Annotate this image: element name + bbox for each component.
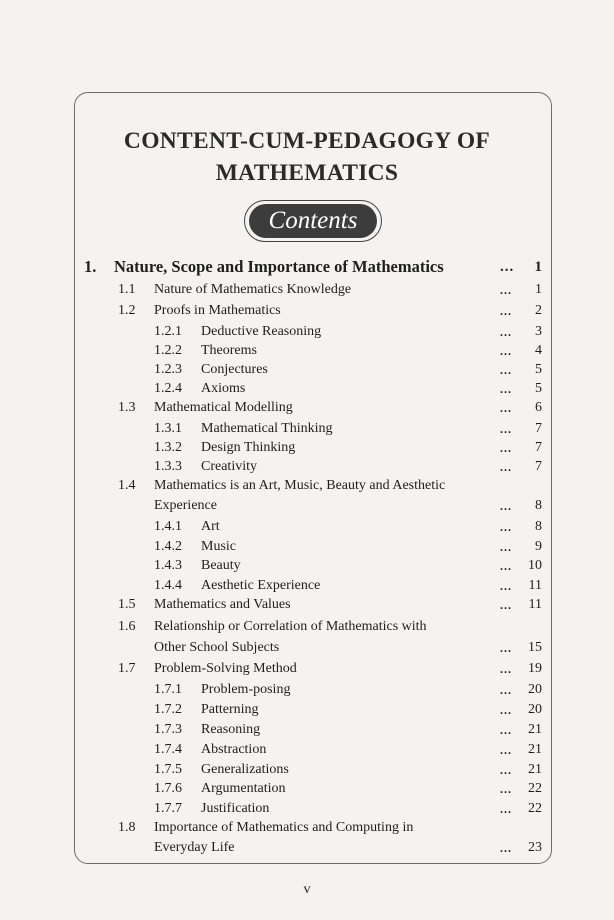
section-number: 1.7 [118, 661, 136, 676]
toc-entry[interactable] [0, 476, 614, 496]
toc-entry[interactable] [0, 576, 614, 596]
toc-entry[interactable] [0, 398, 614, 418]
toc-entry[interactable] [0, 556, 614, 576]
subsection-number: 1.7.7 [154, 801, 182, 816]
page-number: 1 [535, 282, 542, 297]
page-number: 19 [528, 661, 542, 676]
leader-dots: ... [500, 683, 512, 697]
leader-dots: ... [500, 841, 512, 855]
toc-entry[interactable] [0, 799, 614, 819]
subsection-title: Problem-posing [201, 682, 291, 697]
subsection-title: Art [201, 519, 220, 534]
leader-dots: ... [500, 802, 512, 816]
toc-entry-continuation[interactable] [0, 638, 614, 658]
page-number: 15 [528, 640, 542, 655]
page-number: 6 [535, 400, 542, 415]
subsection-title: Mathematical Thinking [201, 421, 333, 436]
subsection-title: Conjectures [201, 362, 268, 377]
subsection-number: 1.3.2 [154, 440, 182, 455]
toc-entry[interactable] [0, 617, 614, 637]
section-title-continued: Everyday Life [154, 840, 235, 855]
toc-entry[interactable] [0, 301, 614, 321]
section-title: Proofs in Mathematics [154, 303, 281, 318]
page-number: 4 [535, 343, 542, 358]
toc-entry[interactable] [0, 322, 614, 342]
leader-dots: ... [500, 579, 512, 593]
page-number: 20 [528, 682, 542, 697]
toc-chapter-row[interactable] [0, 257, 614, 277]
toc-entry[interactable] [0, 818, 614, 838]
chapter-number: 1. [84, 257, 97, 276]
contents-badge-label: Contents [249, 204, 377, 238]
page-number: 20 [528, 702, 542, 717]
subsection-number: 1.7.2 [154, 702, 182, 717]
page-number: 8 [535, 519, 542, 534]
section-number: 1.1 [118, 282, 136, 297]
section-title: Mathematics and Values [154, 597, 291, 612]
leader-dots: ... [500, 520, 512, 534]
toc-entry-continuation[interactable] [0, 838, 614, 858]
page-number: 9 [535, 539, 542, 554]
leader-dots: ... [500, 723, 512, 737]
leader-dots: ... [500, 559, 512, 573]
subsection-title: Patterning [201, 702, 259, 717]
leader-dots: ... [500, 460, 512, 474]
leader-dots: ... [500, 763, 512, 777]
leader-dots: ... [500, 382, 512, 396]
subsection-number: 1.2.3 [154, 362, 182, 377]
section-number: 1.3 [118, 400, 136, 415]
page-number: 21 [528, 742, 542, 757]
leader-dots: ... [500, 259, 515, 275]
leader-dots: ... [500, 743, 512, 757]
subsection-number: 1.4.2 [154, 539, 182, 554]
subsection-title: Axioms [201, 381, 246, 396]
subsection-title: Reasoning [201, 722, 261, 737]
page-number: 11 [528, 597, 542, 612]
toc-entry[interactable] [0, 438, 614, 458]
toc-entry[interactable] [0, 760, 614, 780]
section-number: 1.4 [118, 478, 136, 493]
book-title-line2: MATHEMATICS [215, 160, 399, 186]
toc-entry[interactable] [0, 779, 614, 799]
chapter-title: Nature, Scope and Importance of Mathematics [114, 257, 444, 276]
leader-dots: ... [500, 441, 512, 455]
page-number: 22 [528, 801, 542, 816]
leader-dots: ... [500, 782, 512, 796]
leader-dots: ... [500, 499, 512, 513]
subsection-title: Argumentation [201, 781, 286, 796]
subsection-number: 1.4.4 [154, 578, 182, 593]
leader-dots: ... [500, 422, 512, 436]
section-number: 1.8 [118, 820, 136, 835]
section-title: Mathematical Modelling [154, 400, 293, 415]
toc-entry[interactable] [0, 659, 614, 679]
toc-entry[interactable] [0, 700, 614, 720]
page-number: 10 [528, 558, 542, 573]
subsection-title: Music [201, 539, 236, 554]
page-number: 7 [535, 440, 542, 455]
subsection-number: 1.2.1 [154, 324, 182, 339]
toc-entry[interactable] [0, 537, 614, 557]
page-number: 7 [535, 421, 542, 436]
subsection-title: Aesthetic Experience [201, 578, 321, 593]
book-title-line1: CONTENT-CUM-PEDAGOGY OF [123, 128, 491, 154]
leader-dots: ... [500, 598, 512, 612]
toc-entry[interactable] [0, 280, 614, 300]
leader-dots: ... [500, 304, 512, 318]
toc-entry[interactable] [0, 740, 614, 760]
leader-dots: ... [500, 703, 512, 717]
section-title: Nature of Mathematics Knowledge [154, 282, 352, 297]
section-title: Mathematics is an Art, Music, Beauty and Aesthetic [154, 478, 446, 493]
subsection-number: 1.4.1 [154, 519, 182, 534]
subsection-number: 1.7.3 [154, 722, 182, 737]
toc-entry[interactable] [0, 379, 614, 399]
contents-badge [244, 200, 382, 242]
subsection-title: Beauty [201, 558, 241, 573]
toc-entry[interactable] [0, 457, 614, 477]
toc-entry[interactable] [0, 595, 614, 615]
section-number: 1.5 [118, 597, 136, 612]
leader-dots: ... [500, 283, 512, 297]
page-number: 11 [528, 578, 542, 593]
subsection-title: Creativity [201, 459, 257, 474]
subsection-title: Justification [201, 801, 270, 816]
leader-dots: ... [500, 344, 512, 358]
subsection-title: Theorems [201, 343, 257, 358]
subsection-number: 1.7.5 [154, 762, 182, 777]
toc-entry[interactable] [0, 720, 614, 740]
leader-dots: ... [500, 363, 512, 377]
section-title: Relationship or Correlation of Mathematics with [154, 619, 427, 634]
page-number: 5 [535, 362, 542, 377]
toc-entry[interactable] [0, 680, 614, 700]
page-number: 22 [528, 781, 542, 796]
page-number: 1 [534, 259, 542, 275]
subsection-number: 1.2.4 [154, 381, 182, 396]
page-number: 21 [528, 762, 542, 777]
subsection-title: Generalizations [201, 762, 289, 777]
page-number: 3 [535, 324, 542, 339]
leader-dots: ... [500, 662, 512, 676]
subsection-number: 1.3.1 [154, 421, 182, 436]
section-number: 1.6 [118, 619, 136, 634]
subsection-number: 1.7.1 [154, 682, 182, 697]
page-number: 2 [535, 303, 542, 318]
page-number: 7 [535, 459, 542, 474]
subsection-number: 1.7.4 [154, 742, 182, 757]
subsection-title: Abstraction [201, 742, 267, 757]
toc-entry[interactable] [0, 419, 614, 439]
subsection-title: Design Thinking [201, 440, 296, 455]
subsection-number: 1.7.6 [154, 781, 182, 796]
toc-entry[interactable] [0, 341, 614, 361]
toc-entry[interactable] [0, 517, 614, 537]
page-number: 5 [535, 381, 542, 396]
page-number: 8 [535, 498, 542, 513]
toc-entry[interactable] [0, 360, 614, 380]
section-title: Problem-Solving Method [154, 661, 297, 676]
leader-dots: ... [500, 540, 512, 554]
subsection-number: 1.4.3 [154, 558, 182, 573]
section-title: Importance of Mathematics and Computing in [154, 820, 414, 835]
toc-entry-continuation[interactable] [0, 496, 614, 516]
folio-page-number: v [303, 882, 311, 897]
leader-dots: ... [500, 325, 512, 339]
section-number: 1.2 [118, 303, 136, 318]
subsection-title: Deductive Reasoning [201, 324, 322, 339]
section-title-continued: Experience [154, 498, 217, 513]
page-number: 23 [528, 840, 542, 855]
page-number: 21 [528, 722, 542, 737]
subsection-number: 1.2.2 [154, 343, 182, 358]
leader-dots: ... [500, 641, 512, 655]
subsection-number: 1.3.3 [154, 459, 182, 474]
section-title-continued: Other School Subjects [154, 640, 280, 655]
leader-dots: ... [500, 401, 512, 415]
